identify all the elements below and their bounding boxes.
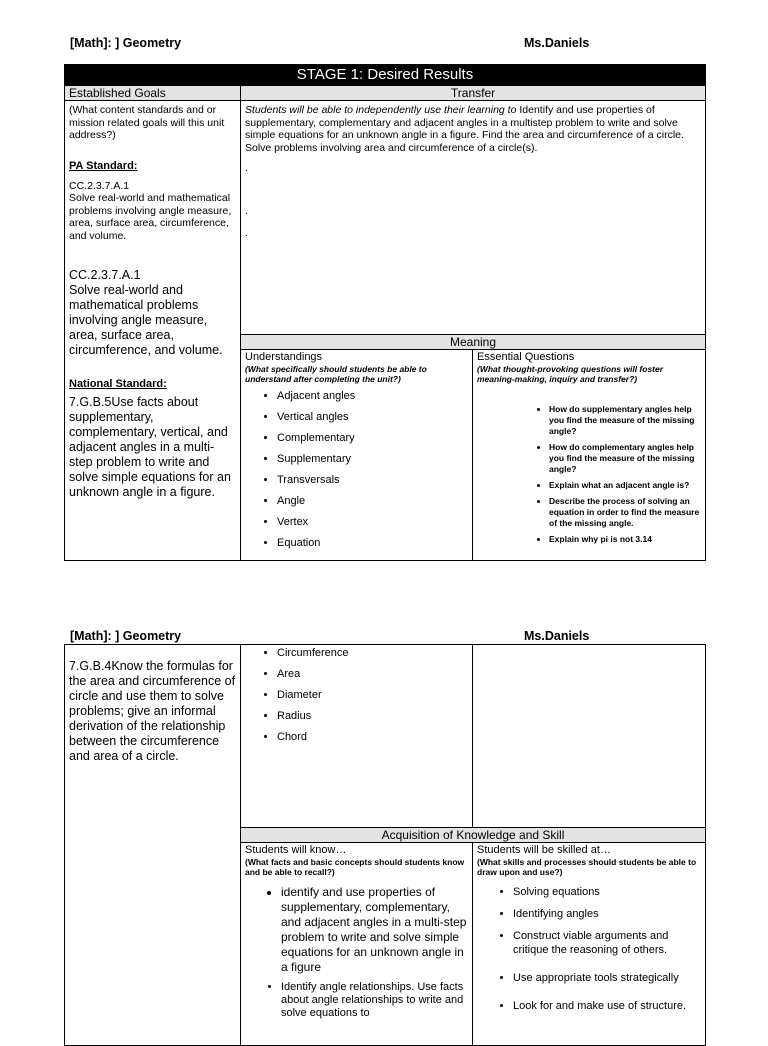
goals-cell [65,101,241,561]
students-skilled-label: Students will be skilled at… [477,843,611,856]
understandings-label: Understandings [245,351,323,363]
understandings-cell [241,350,473,561]
stage-title: STAGE 1: Desired Results [65,65,706,86]
essential-questions-label: Essential Questions [477,351,575,363]
meaning-label: Meaning [241,335,706,350]
list-item: • Diameter [277,689,472,702]
pa-standard-title: PA Standard: [69,159,138,172]
pa-text-large: Solve real-world and mathematical problems involving angle measure, area, surface area, circumference, and volume. [69,283,223,357]
list-item: • Use appropriate tools strategically [513,971,701,985]
page2-header-left: [Math]: ] Geometry [70,629,182,643]
list-item: • How do supplementary angles help you find the measure of the missing angle? [549,404,705,437]
pa-text-small: Solve real-world and mathematical problems involving angle measure, area, surface area, circumference, and volume. [69,192,232,242]
transfer-italic: Students will be able to independently use their learning to [245,104,517,116]
list-item: • Adjacent angles [277,390,472,403]
students-know-prompt: (What facts and basic concepts should students know and be able to recall?) [245,856,465,877]
list-item: • Explain what an adjacent angle is? [549,480,705,491]
established-goals-label: Established Goals [65,86,241,101]
list-item: • Radius [277,710,472,723]
transfer-text: Identify and use properties of supplementary, complementary and adjacent angles in a multistep problem to write and solve simple equations for an unknown angle in a figure. Find the area and circumference of a circle. Solve problems involving area and circumference of a circle(s). [245,104,684,154]
list-item: • Vertex [277,516,472,529]
transfer-label: Transfer [241,86,706,101]
list-item: • How do complementary angles help you find the measure of the missing angle? [549,442,705,475]
list-item: • Angle [277,495,472,508]
goals-cell-continued [65,645,241,1046]
list-item: • Solving equations [513,885,701,899]
students-know-list [241,885,472,1020]
stage1-table [64,64,706,561]
goal-text-7gb4: 7.G.B.4Know the formulas for the area and circumference of circle and use them to solve problems; give an informal derivation of the relationship between the circumference and area of a circle. [69,659,236,763]
stage1-table-continued [64,644,706,1046]
list-item: • Equation [277,537,472,550]
list-item: • Supplementary [277,453,472,466]
list-item: • Look for and make use of structure. [513,999,701,1013]
understandings-prompt: (What specifically should students be able to understand after completing the unit?) [245,364,427,384]
list-item: • Area [277,668,472,681]
list-item: • identify and use properties of supplementary, complementary, and adjacent angles in a multi-step problem to write and solve simple equations for an unknown angle in a figure [281,885,468,975]
pa-code-small: CC.2.3.7.A.1 [69,179,130,192]
students-skilled-cell [473,842,706,1045]
students-know-cell [241,842,473,1045]
list-item: • Complementary [277,432,472,445]
list-item: • Identifying angles [513,907,701,921]
acquisition-label: Acquisition of Knowledge and Skill [241,827,706,842]
list-item: • Transversals [277,474,472,487]
list-item: • Explain why pi is not 3.14 [549,534,705,545]
understandings-list [241,390,472,550]
list-item: • Identify angle relationships. Use facts about angle relationships to write and solve equations to [281,981,468,1020]
understandings-list-continued [241,647,472,744]
list-item: • Vertical angles [277,411,472,424]
page1-header-left: [Math]: ] Geometry [70,36,182,50]
transfer-dot-2: . [245,204,248,217]
list-item: • Chord [277,731,472,744]
essential-questions-cell [473,350,706,561]
understandings-cell-continued [241,645,473,828]
transfer-cell [241,101,706,335]
national-standard-text: 7.G.B.5Use facts about supplementary, complementary, vertical, and adjacent angles in a multi-step problem to write and solve simple equations for an unknown angle in a figure. [69,395,231,499]
list-item: • Construct viable arguments and critique the reasoning of others. [513,929,701,957]
transfer-dot-1: . [245,162,248,174]
page1-header-right: Ms.Daniels [524,36,590,50]
list-item: • Describe the process of solving an equation in order to find the measure of the missing angle. [549,496,705,529]
essential-questions-prompt: (What thought-provoking questions will foster meaning-making, inquiry and transfer?) [477,364,664,384]
students-know-label: Students will know… [245,843,347,856]
students-skilled-prompt: (What skills and processes should students be able to draw upon and use?) [477,856,697,877]
essential-questions-list [473,404,705,545]
national-standard-title: National Standard: [69,378,167,390]
page2-header-right: Ms.Daniels [524,629,590,643]
goals-prompt: (What content standards and or mission related goals will this unit address?) [69,104,225,141]
list-item: • Circumference [277,647,472,660]
transfer-dot-3: . [245,227,248,239]
pa-code-large: CC.2.3.7.A.1 [69,268,141,282]
essential-questions-cell-continued [473,645,706,828]
students-skilled-list [473,885,705,1013]
